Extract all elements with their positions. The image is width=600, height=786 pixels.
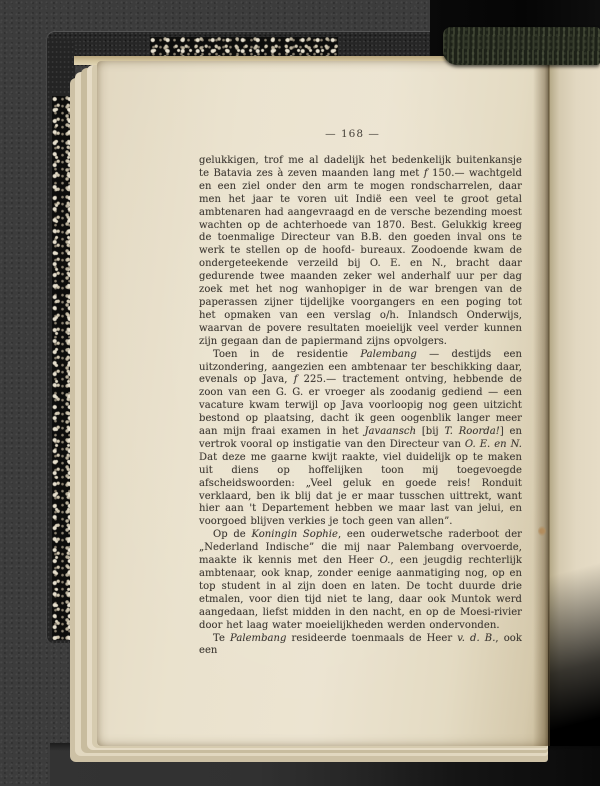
paragraph: Toen in de residentie Palembang — destijds een uitzondering, aangezien een ambtenaar ter beschikking daar, evenals op Java, f 225.— tractement ontving, hebbende de zoon van een G. G. er vroeger als zoodanig gediend — een vacature kwam terwijl op Java voorloopig nog geen uitzicht bestond op plaatsing, dacht ik geen oogenblik langer meer aan mijn fraai examen in het Javaansch [bij T. Roorda!] en vertrok vooral op instigatie van den Directeur van O. E. en N. Dat deze me gaarne kwijt raakte, viel duidelijk op te maken uit diens op hoffelijken toon mij toegevoegde afscheidswoorden: „Veel geluk en goede reis! Ronduit verklaard, ben ik blij dat je er maar tusschen uittrekt, want hier aan 't Departement hebben we maar last van jelui, en voorgoed blijven verkies je toch geen van allen”. xyxy=(199,348,523,528)
paragraph: Te Palembang resideerde toenmaals de Heer v. d. B., ook een xyxy=(199,632,522,657)
gutter-fold-shadow xyxy=(533,56,550,746)
text-block xyxy=(199,155,522,658)
page-number: — 168 — xyxy=(325,128,380,140)
paragraph: gelukkigen, trof me al dadelijk het bedenkelijk buitenkansje te Batavia zes à zeven maanden lang met f 150.— wachtgeld en een ziel onder den arm te mogen rondscharrelen, daar men het jaar te voren uit Indië een veel te groot getal ambtenaren had aangevraagd en de versche bezending moest wachten op de achterhoede van 1870. Best. Gelukkig kreeg de toenmalige Directeur van B.B. den goeden inval ons te werk te stellen op de hoofd- bureaux. Zoodoende kwam de ondergeteekende verzeild bij O. E. en N., bracht daar gedurende twee maanden zeker wel anderhalf uur per dag zoek met het nog wanhopiger in de war brengen van de paperassen zijner tijdelijke voorgangers en een poging tot het opmaken van een verslag o/h. Inlandsch Onderwijs, waarvan de povere resultaten moeielijk veel verder kunnen zijn gegaan dan de papiermand zijns opvolgers. xyxy=(199,155,522,347)
paper-stain xyxy=(538,526,546,536)
facing-page-edge xyxy=(548,54,600,746)
paragraph: Op de Koningin Sophie, een ouderwetsche raderboot der „Nederland Indische” die mij naar Palembang overvoerde, maakte ik kennis met den Heer O., een jeugdig rechterlijk ambtenaar, ook knap, zonder eenige aanmatiging nog, op en top student in al zijn doen en laten. De tocht duurde drie etmalen, voor dien tijd niet te lang, daar ook Muntok werd aangedaan, liefst midden in den nacht, en op de Moesi-rivier door het laag water moeielijkheden werden ondervonden. xyxy=(199,529,522,631)
spine-headband xyxy=(443,27,600,65)
